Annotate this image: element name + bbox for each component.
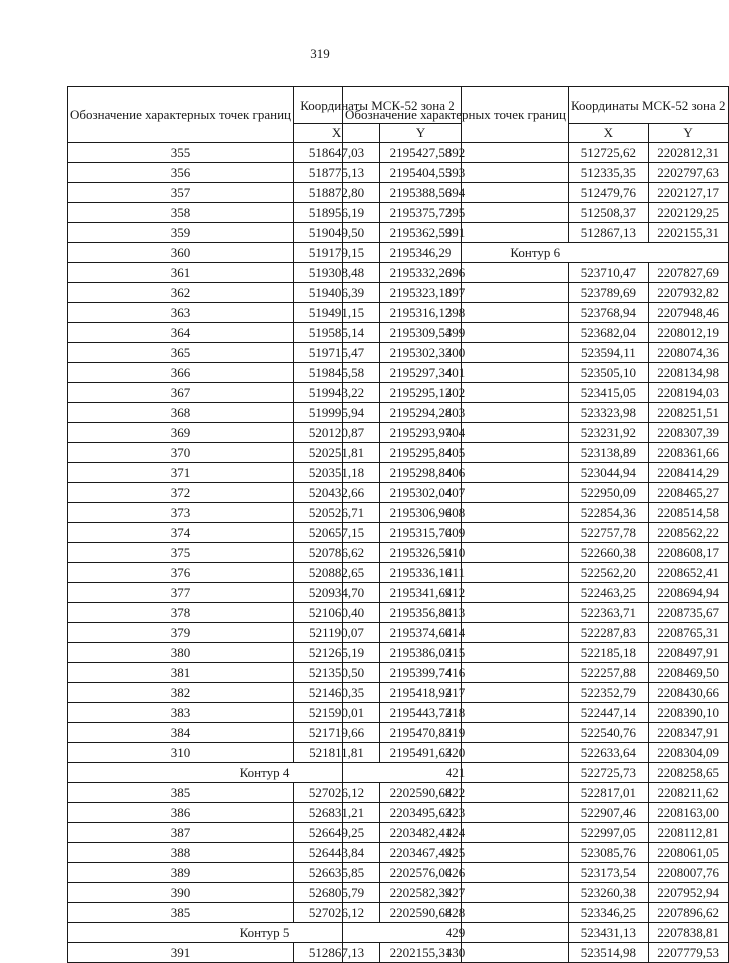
x-cell: 519179,15: [294, 243, 380, 263]
x-cell: 527026,12: [294, 903, 380, 923]
y-cell: 2195302,33: [380, 343, 462, 363]
table-row: [343, 783, 729, 803]
table-row: [343, 943, 729, 963]
y-cell: 2195375,72: [380, 203, 462, 223]
x-cell: 521590,01: [294, 703, 380, 723]
x-cell: 523682,04: [569, 323, 649, 343]
x-cell: 520934,70: [294, 583, 380, 603]
point-cell: 383: [68, 703, 294, 723]
point-cell: 371: [68, 463, 294, 483]
y-cell: 2203482,41: [380, 823, 462, 843]
point-cell: 391: [68, 943, 294, 963]
y-cell: 2202576,00: [380, 863, 462, 883]
point-cell: 310: [68, 743, 294, 763]
point-cell: 355: [68, 143, 294, 163]
y-cell: 2208652,41: [648, 563, 728, 583]
x-cell: 523173,54: [569, 863, 649, 883]
y-cell: 2208074,36: [648, 343, 728, 363]
point-cell: 378: [68, 603, 294, 623]
y-cell: 2208112,81: [648, 823, 728, 843]
y-cell: 2208414,29: [648, 463, 728, 483]
y-cell: 2208194,03: [648, 383, 728, 403]
table-row: [343, 923, 729, 943]
y-cell: 2195297,34: [380, 363, 462, 383]
point-cell: 393: [343, 163, 569, 183]
y-cell: 2195470,83: [380, 723, 462, 743]
y-cell: 2208465,27: [648, 483, 728, 503]
table-row: [343, 523, 729, 543]
point-cell: 376: [68, 563, 294, 583]
x-cell: 523346,25: [569, 903, 649, 923]
point-cell: 358: [68, 203, 294, 223]
table-row: [343, 223, 729, 243]
header-coordinates-title: Координаты МСК-52 зона 2: [294, 87, 462, 124]
table-row: [343, 163, 729, 183]
x-cell: 526831,21: [294, 803, 380, 823]
point-cell: 368: [68, 403, 294, 423]
table-row: [343, 303, 729, 323]
x-cell: 522633,64: [569, 743, 649, 763]
y-cell: 2208562,22: [648, 523, 728, 543]
y-cell: 2208430,66: [648, 683, 728, 703]
point-cell: 361: [68, 263, 294, 283]
y-cell: 2208258,65: [648, 763, 728, 783]
y-cell: 2207952,94: [648, 883, 728, 903]
point-cell: 363: [68, 303, 294, 323]
y-cell: 2208347,91: [648, 723, 728, 743]
table-row: [343, 183, 729, 203]
y-cell: 2195427,58: [380, 143, 462, 163]
y-cell: 2207932,82: [648, 283, 728, 303]
x-cell: 518956,19: [294, 203, 380, 223]
point-cell: 392: [343, 143, 569, 163]
header-x: X: [294, 124, 380, 143]
point-cell: 421: [343, 763, 569, 783]
point-cell: 370: [68, 443, 294, 463]
table-row: [343, 663, 729, 683]
x-cell: 522185,18: [569, 643, 649, 663]
y-cell: 2195309,54: [380, 323, 462, 343]
x-cell: 512479,76: [569, 183, 649, 203]
x-cell: 519995,94: [294, 403, 380, 423]
table-row: [343, 723, 729, 743]
section-row: [343, 243, 729, 263]
point-cell: 357: [68, 183, 294, 203]
x-cell: 523323,98: [569, 403, 649, 423]
point-cell: 404: [343, 423, 569, 443]
y-cell: 2208307,39: [648, 423, 728, 443]
y-cell: 2195295,84: [380, 443, 462, 463]
y-cell: 2208765,31: [648, 623, 728, 643]
point-cell: 400: [343, 343, 569, 363]
point-cell: 374: [68, 523, 294, 543]
table-row: [343, 343, 729, 363]
x-cell: 520120,87: [294, 423, 380, 443]
x-cell: 512867,13: [569, 223, 649, 243]
y-cell: 2195293,97: [380, 423, 462, 443]
point-cell: 381: [68, 663, 294, 683]
point-cell: 423: [343, 803, 569, 823]
y-cell: 2195306,96: [380, 503, 462, 523]
point-cell: 410: [343, 543, 569, 563]
table-row: [343, 643, 729, 663]
x-cell: 522660,38: [569, 543, 649, 563]
table-row: [343, 603, 729, 623]
x-cell: 520786,62: [294, 543, 380, 563]
point-cell: 408: [343, 503, 569, 523]
y-cell: 2202129,25: [648, 203, 728, 223]
point-cell: 412: [343, 583, 569, 603]
x-cell: 520251,81: [294, 443, 380, 463]
y-cell: 2195443,72: [380, 703, 462, 723]
point-cell: 386: [68, 803, 294, 823]
x-cell: 523768,94: [569, 303, 649, 323]
point-cell: 429: [343, 923, 569, 943]
point-cell: 424: [343, 823, 569, 843]
y-cell: 2207948,46: [648, 303, 728, 323]
x-cell: 521719,66: [294, 723, 380, 743]
y-cell: 2208304,09: [648, 743, 728, 763]
point-cell: 425: [343, 843, 569, 863]
y-cell: 2195399,74: [380, 663, 462, 683]
table-row: [343, 263, 729, 283]
x-cell: 522363,71: [569, 603, 649, 623]
point-cell: 427: [343, 883, 569, 903]
x-cell: 523514,98: [569, 943, 649, 963]
point-cell: 406: [343, 463, 569, 483]
section-label: Контур 4: [68, 763, 462, 783]
point-cell: 366: [68, 363, 294, 383]
point-cell: 356: [68, 163, 294, 183]
x-cell: 523085,76: [569, 843, 649, 863]
x-cell: 522562,20: [569, 563, 649, 583]
table-row: [343, 703, 729, 723]
section-label: Контур 5: [68, 923, 462, 943]
y-cell: 2203467,49: [380, 843, 462, 863]
x-cell: 523044,94: [569, 463, 649, 483]
table-row: [343, 363, 729, 383]
table-row: [343, 743, 729, 763]
x-cell: 523415,05: [569, 383, 649, 403]
y-cell: 2195298,84: [380, 463, 462, 483]
y-cell: 2208211,62: [648, 783, 728, 803]
y-cell: 2207827,69: [648, 263, 728, 283]
point-cell: 401: [343, 363, 569, 383]
x-cell: 521460,35: [294, 683, 380, 703]
point-cell: 397: [343, 283, 569, 303]
table-row: [343, 683, 729, 703]
table-row: [343, 203, 729, 223]
x-cell: 519715,47: [294, 343, 380, 363]
x-cell: 523594,11: [569, 343, 649, 363]
x-cell: 523138,89: [569, 443, 649, 463]
point-cell: 395: [343, 203, 569, 223]
table-row: [343, 463, 729, 483]
table-row: [343, 843, 729, 863]
table-row: [343, 623, 729, 643]
x-cell: 522854,36: [569, 503, 649, 523]
y-cell: 2207896,62: [648, 903, 728, 923]
y-cell: 2203495,63: [380, 803, 462, 823]
point-cell: 411: [343, 563, 569, 583]
x-cell: 512335,35: [569, 163, 649, 183]
x-cell: 522257,88: [569, 663, 649, 683]
x-cell: 512725,62: [569, 143, 649, 163]
table-row: [343, 903, 729, 923]
y-cell: 2202590,68: [380, 903, 462, 923]
y-cell: 2195294,28: [380, 403, 462, 423]
table-body-right: [343, 143, 729, 963]
section-label: Контур 6: [343, 243, 729, 263]
point-cell: 380: [68, 643, 294, 663]
point-cell: 385: [68, 783, 294, 803]
x-cell: 522817,01: [569, 783, 649, 803]
point-cell: 396: [343, 263, 569, 283]
x-cell: 523260,38: [569, 883, 649, 903]
point-cell: 362: [68, 283, 294, 303]
point-cell: 387: [68, 823, 294, 843]
y-cell: 2195356,80: [380, 603, 462, 623]
y-cell: 2202590,68: [380, 783, 462, 803]
point-cell: 407: [343, 483, 569, 503]
x-cell: 526635,85: [294, 863, 380, 883]
point-cell: 399: [343, 323, 569, 343]
x-cell: 518775,13: [294, 163, 380, 183]
point-cell: 391: [343, 223, 569, 243]
point-cell: 417: [343, 683, 569, 703]
y-cell: 2195315,70: [380, 523, 462, 543]
x-cell: 523431,13: [569, 923, 649, 943]
y-cell: 2202797,63: [648, 163, 728, 183]
x-cell: 522463,25: [569, 583, 649, 603]
y-cell: 2202155,31: [380, 943, 462, 963]
y-cell: 2208361,66: [648, 443, 728, 463]
point-cell: 364: [68, 323, 294, 343]
point-cell: 385: [68, 903, 294, 923]
header-coordinates-title: Координаты МСК-52 зона 2: [569, 87, 729, 124]
header-y: Y: [380, 124, 462, 143]
y-cell: 2208251,51: [648, 403, 728, 423]
page-number: 319: [310, 46, 330, 61]
x-cell: 526649,25: [294, 823, 380, 843]
y-cell: 2202127,17: [648, 183, 728, 203]
table-row: [343, 323, 729, 343]
y-cell: 2207779,53: [648, 943, 728, 963]
table-row: [343, 143, 729, 163]
x-cell: 519943,22: [294, 383, 380, 403]
table-row: [343, 403, 729, 423]
y-cell: 2195491,63: [380, 743, 462, 763]
x-cell: 523231,92: [569, 423, 649, 443]
x-cell: 522997,05: [569, 823, 649, 843]
table-row: [343, 863, 729, 883]
point-cell: 394: [343, 183, 569, 203]
point-cell: 372: [68, 483, 294, 503]
point-cell: 409: [343, 523, 569, 543]
table-row: [343, 383, 729, 403]
x-cell: 522950,09: [569, 483, 649, 503]
point-cell: 388: [68, 843, 294, 863]
x-cell: 521811,81: [294, 743, 380, 763]
y-cell: 2195302,04: [380, 483, 462, 503]
table-row: [343, 483, 729, 503]
y-cell: 2195295,12: [380, 383, 462, 403]
y-cell: 2195332,26: [380, 263, 462, 283]
point-cell: 359: [68, 223, 294, 243]
table-row: [343, 763, 729, 783]
table-row: [343, 283, 729, 303]
x-cell: 512508,37: [569, 203, 649, 223]
y-cell: 2195362,59: [380, 223, 462, 243]
x-cell: 520526,71: [294, 503, 380, 523]
point-cell: 382: [68, 683, 294, 703]
point-cell: 403: [343, 403, 569, 423]
y-cell: 2195404,55: [380, 163, 462, 183]
y-cell: 2202582,39: [380, 883, 462, 903]
point-cell: 413: [343, 603, 569, 623]
x-cell: 522757,78: [569, 523, 649, 543]
table-row: [343, 803, 729, 823]
header-point-label: Обозначение характерных точек границ: [68, 87, 294, 143]
x-cell: 523789,69: [569, 283, 649, 303]
y-cell: 2195346,29: [380, 243, 462, 263]
point-cell: 365: [68, 343, 294, 363]
point-cell: 428: [343, 903, 569, 923]
coordinates-table-right: [342, 86, 729, 963]
y-cell: 2208012,19: [648, 323, 728, 343]
table-row: [343, 423, 729, 443]
header-y: Y: [648, 124, 728, 143]
x-cell: 527026,12: [294, 783, 380, 803]
y-cell: 2207838,81: [648, 923, 728, 943]
y-cell: 2208608,17: [648, 543, 728, 563]
x-cell: 520657,15: [294, 523, 380, 543]
point-cell: 416: [343, 663, 569, 683]
point-cell: 414: [343, 623, 569, 643]
y-cell: 2208163,00: [648, 803, 728, 823]
x-cell: 521350,50: [294, 663, 380, 683]
x-cell: 519308,48: [294, 263, 380, 283]
y-cell: 2208694,94: [648, 583, 728, 603]
y-cell: 2208134,98: [648, 363, 728, 383]
y-cell: 2195418,92: [380, 683, 462, 703]
point-cell: 430: [343, 943, 569, 963]
point-cell: 426: [343, 863, 569, 883]
x-cell: 521060,40: [294, 603, 380, 623]
x-cell: 521265,19: [294, 643, 380, 663]
x-cell: 519845,58: [294, 363, 380, 383]
y-cell: 2202155,31: [648, 223, 728, 243]
y-cell: 2195336,16: [380, 563, 462, 583]
y-cell: 2195316,12: [380, 303, 462, 323]
y-cell: 2208061,05: [648, 843, 728, 863]
table-row: [343, 503, 729, 523]
point-cell: 420: [343, 743, 569, 763]
point-cell: 418: [343, 703, 569, 723]
x-cell: 522352,79: [569, 683, 649, 703]
point-cell: 367: [68, 383, 294, 403]
point-cell: 369: [68, 423, 294, 443]
table-row: [343, 443, 729, 463]
x-cell: 520432,66: [294, 483, 380, 503]
point-cell: 360: [68, 243, 294, 263]
y-cell: 2208007,76: [648, 863, 728, 883]
point-cell: 373: [68, 503, 294, 523]
y-cell: 2195388,56: [380, 183, 462, 203]
point-cell: 375: [68, 543, 294, 563]
x-cell: 523505,10: [569, 363, 649, 383]
point-cell: 384: [68, 723, 294, 743]
point-cell: 419: [343, 723, 569, 743]
table-row: [343, 563, 729, 583]
x-cell: 522287,83: [569, 623, 649, 643]
x-cell: 519406,39: [294, 283, 380, 303]
x-cell: 512867,13: [294, 943, 380, 963]
y-cell: 2208469,50: [648, 663, 728, 683]
table-row: [343, 543, 729, 563]
y-cell: 2195374,60: [380, 623, 462, 643]
point-cell: 422: [343, 783, 569, 803]
x-cell: 526805,79: [294, 883, 380, 903]
x-cell: 521190,07: [294, 623, 380, 643]
y-cell: 2195386,03: [380, 643, 462, 663]
point-cell: 379: [68, 623, 294, 643]
y-cell: 2195326,59: [380, 543, 462, 563]
header-x: X: [569, 124, 649, 143]
y-cell: 2202812,31: [648, 143, 728, 163]
y-cell: 2195323,18: [380, 283, 462, 303]
y-cell: 2208514,58: [648, 503, 728, 523]
y-cell: 2208735,67: [648, 603, 728, 623]
x-cell: 518647,03: [294, 143, 380, 163]
x-cell: 526443,84: [294, 843, 380, 863]
point-cell: 377: [68, 583, 294, 603]
header-point-label: Обозначение характерных точек границ: [343, 87, 569, 143]
y-cell: 2208497,91: [648, 643, 728, 663]
point-cell: 390: [68, 883, 294, 903]
table-row: [343, 583, 729, 603]
table-row: [343, 823, 729, 843]
x-cell: 518872,80: [294, 183, 380, 203]
x-cell: 523710,47: [569, 263, 649, 283]
y-cell: 2195341,69: [380, 583, 462, 603]
x-cell: 520882,65: [294, 563, 380, 583]
x-cell: 520351,18: [294, 463, 380, 483]
x-cell: 522725,73: [569, 763, 649, 783]
y-cell: 2208390,10: [648, 703, 728, 723]
point-cell: 389: [68, 863, 294, 883]
point-cell: 402: [343, 383, 569, 403]
table-row: [343, 883, 729, 903]
x-cell: 519491,15: [294, 303, 380, 323]
x-cell: 522447,14: [569, 703, 649, 723]
point-cell: 398: [343, 303, 569, 323]
point-cell: 415: [343, 643, 569, 663]
x-cell: 519585,14: [294, 323, 380, 343]
x-cell: 522907,46: [569, 803, 649, 823]
x-cell: 519049,50: [294, 223, 380, 243]
point-cell: 405: [343, 443, 569, 463]
x-cell: 522540,76: [569, 723, 649, 743]
